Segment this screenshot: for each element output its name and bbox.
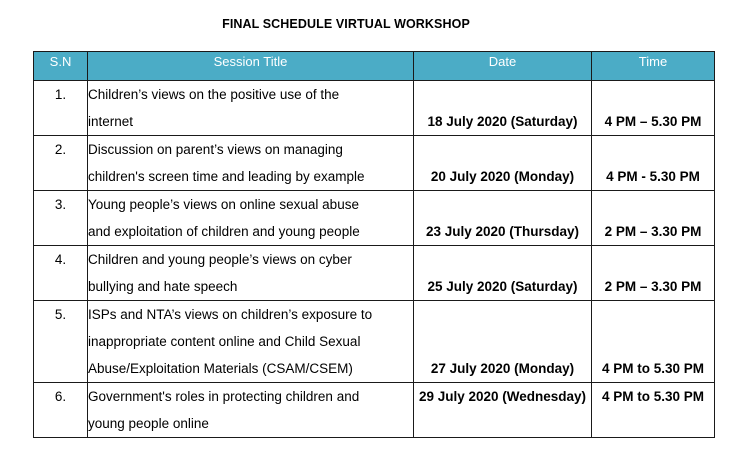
session-title-line: young people online <box>88 416 209 431</box>
session-title-line: Young people’s views on online sexual abuse <box>88 197 359 212</box>
session-number: 2. <box>34 136 88 191</box>
session-title-line: Government's roles in protecting children and <box>88 389 360 404</box>
session-time: 2 PM – 3.30 PM <box>592 246 715 301</box>
column-header-session-title: Session Title <box>88 52 414 81</box>
table-row <box>34 136 715 191</box>
table-row <box>34 191 715 246</box>
session-number: 4. <box>34 246 88 301</box>
session-title <box>88 246 414 301</box>
session-number: 1. <box>34 81 88 136</box>
session-title-line: internet <box>88 114 134 129</box>
session-date: 18 July 2020 (Saturday) <box>414 81 592 136</box>
session-date: 27 July 2020 (Monday) <box>414 301 592 383</box>
session-title-line: Discussion on parent’s views on managing <box>88 142 343 157</box>
schedule-table <box>33 51 715 438</box>
column-header-sn: S.N <box>34 52 88 81</box>
session-number: 3. <box>34 191 88 246</box>
session-title-line: children's screen time and leading by example <box>88 169 365 184</box>
session-title-line: Children’s views on the positive use of the <box>88 87 340 102</box>
session-time: 4 PM to 5.30 PM <box>592 383 715 438</box>
session-date: 29 July 2020 (Wednesday) <box>414 383 592 438</box>
table-row <box>34 246 715 301</box>
session-date: 20 July 2020 (Monday) <box>414 136 592 191</box>
session-date: 25 July 2020 (Saturday) <box>414 246 592 301</box>
session-title <box>88 136 414 191</box>
session-title-line: ISPs and NTA’s views on children’s exposure to <box>88 307 373 322</box>
table-header-row <box>34 52 715 81</box>
session-title-line: inappropriate content online and Child Sexual <box>88 334 361 349</box>
table-row <box>34 301 715 383</box>
table-row <box>34 81 715 136</box>
column-header-time: Time <box>592 52 715 81</box>
session-title-line: and exploitation of children and young people <box>88 224 360 239</box>
column-header-date: Date <box>414 52 592 81</box>
session-time: 4 PM to 5.30 PM <box>592 301 715 383</box>
session-time: 2 PM – 3.30 PM <box>592 191 715 246</box>
page-title: FINAL SCHEDULE VIRTUAL WORKSHOP <box>222 17 470 31</box>
session-time: 4 PM - 5.30 PM <box>592 136 715 191</box>
session-title-line: Children and young people’s views on cyber <box>88 252 352 267</box>
session-number: 6. <box>34 383 88 438</box>
session-title-line: Abuse/Exploitation Materials (CSAM/CSEM) <box>88 361 353 376</box>
session-title <box>88 301 414 383</box>
session-number: 5. <box>34 301 88 383</box>
session-date: 23 July 2020 (Thursday) <box>414 191 592 246</box>
session-title <box>88 81 414 136</box>
session-title <box>88 191 414 246</box>
table-row <box>34 383 715 438</box>
session-time: 4 PM – 5.30 PM <box>592 81 715 136</box>
session-title <box>88 383 414 438</box>
session-title-line: bullying and hate speech <box>88 279 238 294</box>
